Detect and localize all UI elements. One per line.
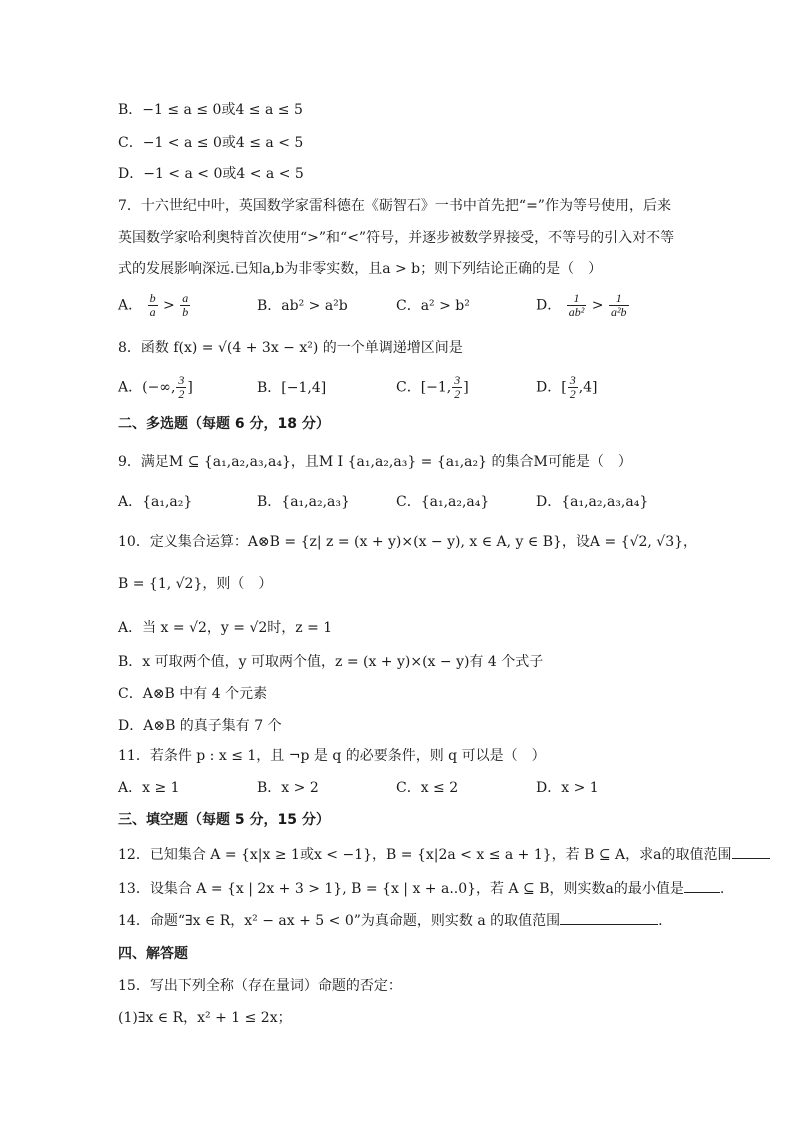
fraction: [567, 292, 587, 319]
q7-option-b: B．ab² > a²b: [257, 298, 348, 314]
q10-option-a: A．当 x = √2，y = √2时，z = 1: [118, 620, 333, 636]
q8-option-c: [396, 374, 469, 401]
option-suffix: ,4]: [578, 379, 598, 396]
q10-option-b: B．x 可取两个值，y 可取两个值，z = (x + y)×(x − y)有 4 个式子: [118, 654, 544, 670]
fraction-denominator: b: [182, 305, 189, 319]
section-heading-3: 三、填空题（每题 5 分，15 分）: [118, 812, 330, 828]
question-10-line-2: B = {1, √2}，则（ ）: [118, 576, 273, 592]
question-13: [118, 878, 724, 899]
fraction: [609, 292, 629, 319]
fraction-denominator: a: [149, 305, 156, 319]
answer-blank[interactable]: [560, 910, 658, 925]
question-9: 9．满足M ⊆ {a₁,a₂,a₃,a₄}，且M I {a₁,a₂,a₃} = {a₁,a₂} 的集合M可能是（ ）: [118, 454, 632, 470]
fraction: [568, 374, 578, 401]
fraction-numerator: a: [182, 291, 189, 305]
question-7-line-1: 7．十六世纪中叶，英国数学家雷科德在《砺智石》一书中首先把“=”作为等号使用，后来: [118, 198, 671, 214]
fraction-denominator: ab²: [568, 305, 585, 319]
q9-option-d: D．{a₁,a₂,a₃,a₄}: [536, 494, 649, 510]
question-11: 11．若条件 p : x ≤ 1，且 ¬p 是 q 的必要条件，则 q 可以是（ ）: [118, 748, 546, 764]
question-14: [118, 910, 663, 931]
q10-option-c: C．A⊗B 中有 4 个元素: [118, 686, 268, 702]
question-12: [118, 844, 770, 865]
q7-option-d: [536, 292, 630, 319]
question-8: 8．函数 f(x) = √(4 + 3x − x²) 的一个单调递增区间是: [118, 340, 463, 356]
q8-option-a: [118, 374, 193, 401]
question-14-text: 14．命题“∃x ∈ R，x² − ax + 5 < 0”为真命题，则实数 a 的取值范围: [118, 913, 561, 929]
q11-option-b: B．x > 2: [257, 780, 319, 796]
option-prefix: D．[: [536, 379, 567, 396]
option-prefix: A．(−∞,: [118, 379, 176, 396]
option-prefix: A．: [118, 297, 143, 314]
q7-option-c: C．a² > b²: [396, 298, 470, 314]
q9-option-b: B．{a₁,a₂,a₃}: [257, 494, 350, 510]
q7-option-a: [118, 292, 191, 319]
option-prefix: C．[−1,: [396, 379, 452, 396]
option-prefix: D．: [536, 297, 562, 314]
option-b-q6: B．−1 ≤ a ≤ 0或4 ≤ a ≤ 5: [118, 102, 303, 118]
option-suffix: ]: [463, 379, 469, 396]
fraction-numerator: 1: [609, 292, 629, 306]
greater-than: >: [163, 297, 175, 314]
fraction: [180, 292, 190, 319]
period: .: [719, 881, 725, 897]
answer-blank[interactable]: [684, 878, 720, 893]
question-13-text: 13．设集合 A = {x | 2x + 3 > 1}, B = {x | x + a..0}，若 A ⊆ B，则实数a的最小值是: [118, 881, 684, 897]
fraction-numerator: b: [149, 291, 156, 305]
fraction: [148, 292, 158, 319]
question-7-line-2: 英国数学家哈利奥特首次使用“>”和“<”符号，并逐步被数学界接受，不等号的引入对不等: [118, 230, 675, 246]
q11-option-d: D．x > 1: [536, 780, 599, 796]
fraction-denominator: 2: [569, 387, 576, 401]
answer-blank[interactable]: [732, 844, 770, 859]
option-suffix: ]: [187, 379, 193, 396]
fraction: [452, 374, 462, 401]
greater-than: >: [591, 297, 604, 314]
fraction: [176, 374, 186, 401]
question-12-text: 12．已知集合 A = {x|x ≥ 1或x < −1}，B = {x|2a < x ≤ a + 1}，若 B ⊆ A，求a的取值范围: [118, 847, 732, 863]
section-heading-2: 二、多选题（每题 6 分，18 分）: [118, 416, 330, 432]
q8-option-d: [536, 374, 598, 401]
period: .: [658, 913, 663, 929]
fraction-denominator: 2: [178, 387, 185, 401]
question-15-part-1: (1)∃x ∈ R，x² + 1 ≤ 2x；: [118, 1010, 292, 1026]
question-7-line-3: 式的发展影响深远.已知a,b为非零实数，且a > b；则下列结论正确的是（ ）: [118, 261, 603, 277]
q10-option-d: D．A⊗B 的真子集有 7 个: [118, 718, 282, 734]
fraction-denominator: a²b: [610, 305, 627, 319]
section-heading-4: 四、解答题: [118, 946, 188, 962]
fraction-numerator: 3: [454, 373, 461, 387]
fraction-numerator: 3: [178, 373, 185, 387]
q11-option-a: A．x ≥ 1: [118, 780, 180, 796]
fraction-numerator: 3: [569, 373, 576, 387]
q9-option-a: A．{a₁,a₂}: [118, 494, 193, 510]
option-c-q6: C．−1 < a ≤ 0或4 ≤ a < 5: [118, 135, 304, 151]
q11-option-c: C．x ≤ 2: [396, 780, 459, 796]
q8-option-b: B．[−1,4]: [257, 380, 327, 396]
option-d-q6: D．−1 < a < 0或4 < a < 5: [118, 166, 304, 182]
question-10-line-1: 10．定义集合运算：A⊗B = {z| z = (x + y)×(x − y), x ∈ A, y ∈ B}，设A = {√2, √3}，: [118, 534, 698, 550]
question-15: 15．写出下列全称（存在量词）命题的否定：: [118, 978, 402, 994]
fraction-numerator: 1: [567, 292, 587, 306]
fraction-denominator: 2: [454, 387, 461, 401]
q9-option-c: C．{a₁,a₂,a₄}: [396, 494, 490, 510]
